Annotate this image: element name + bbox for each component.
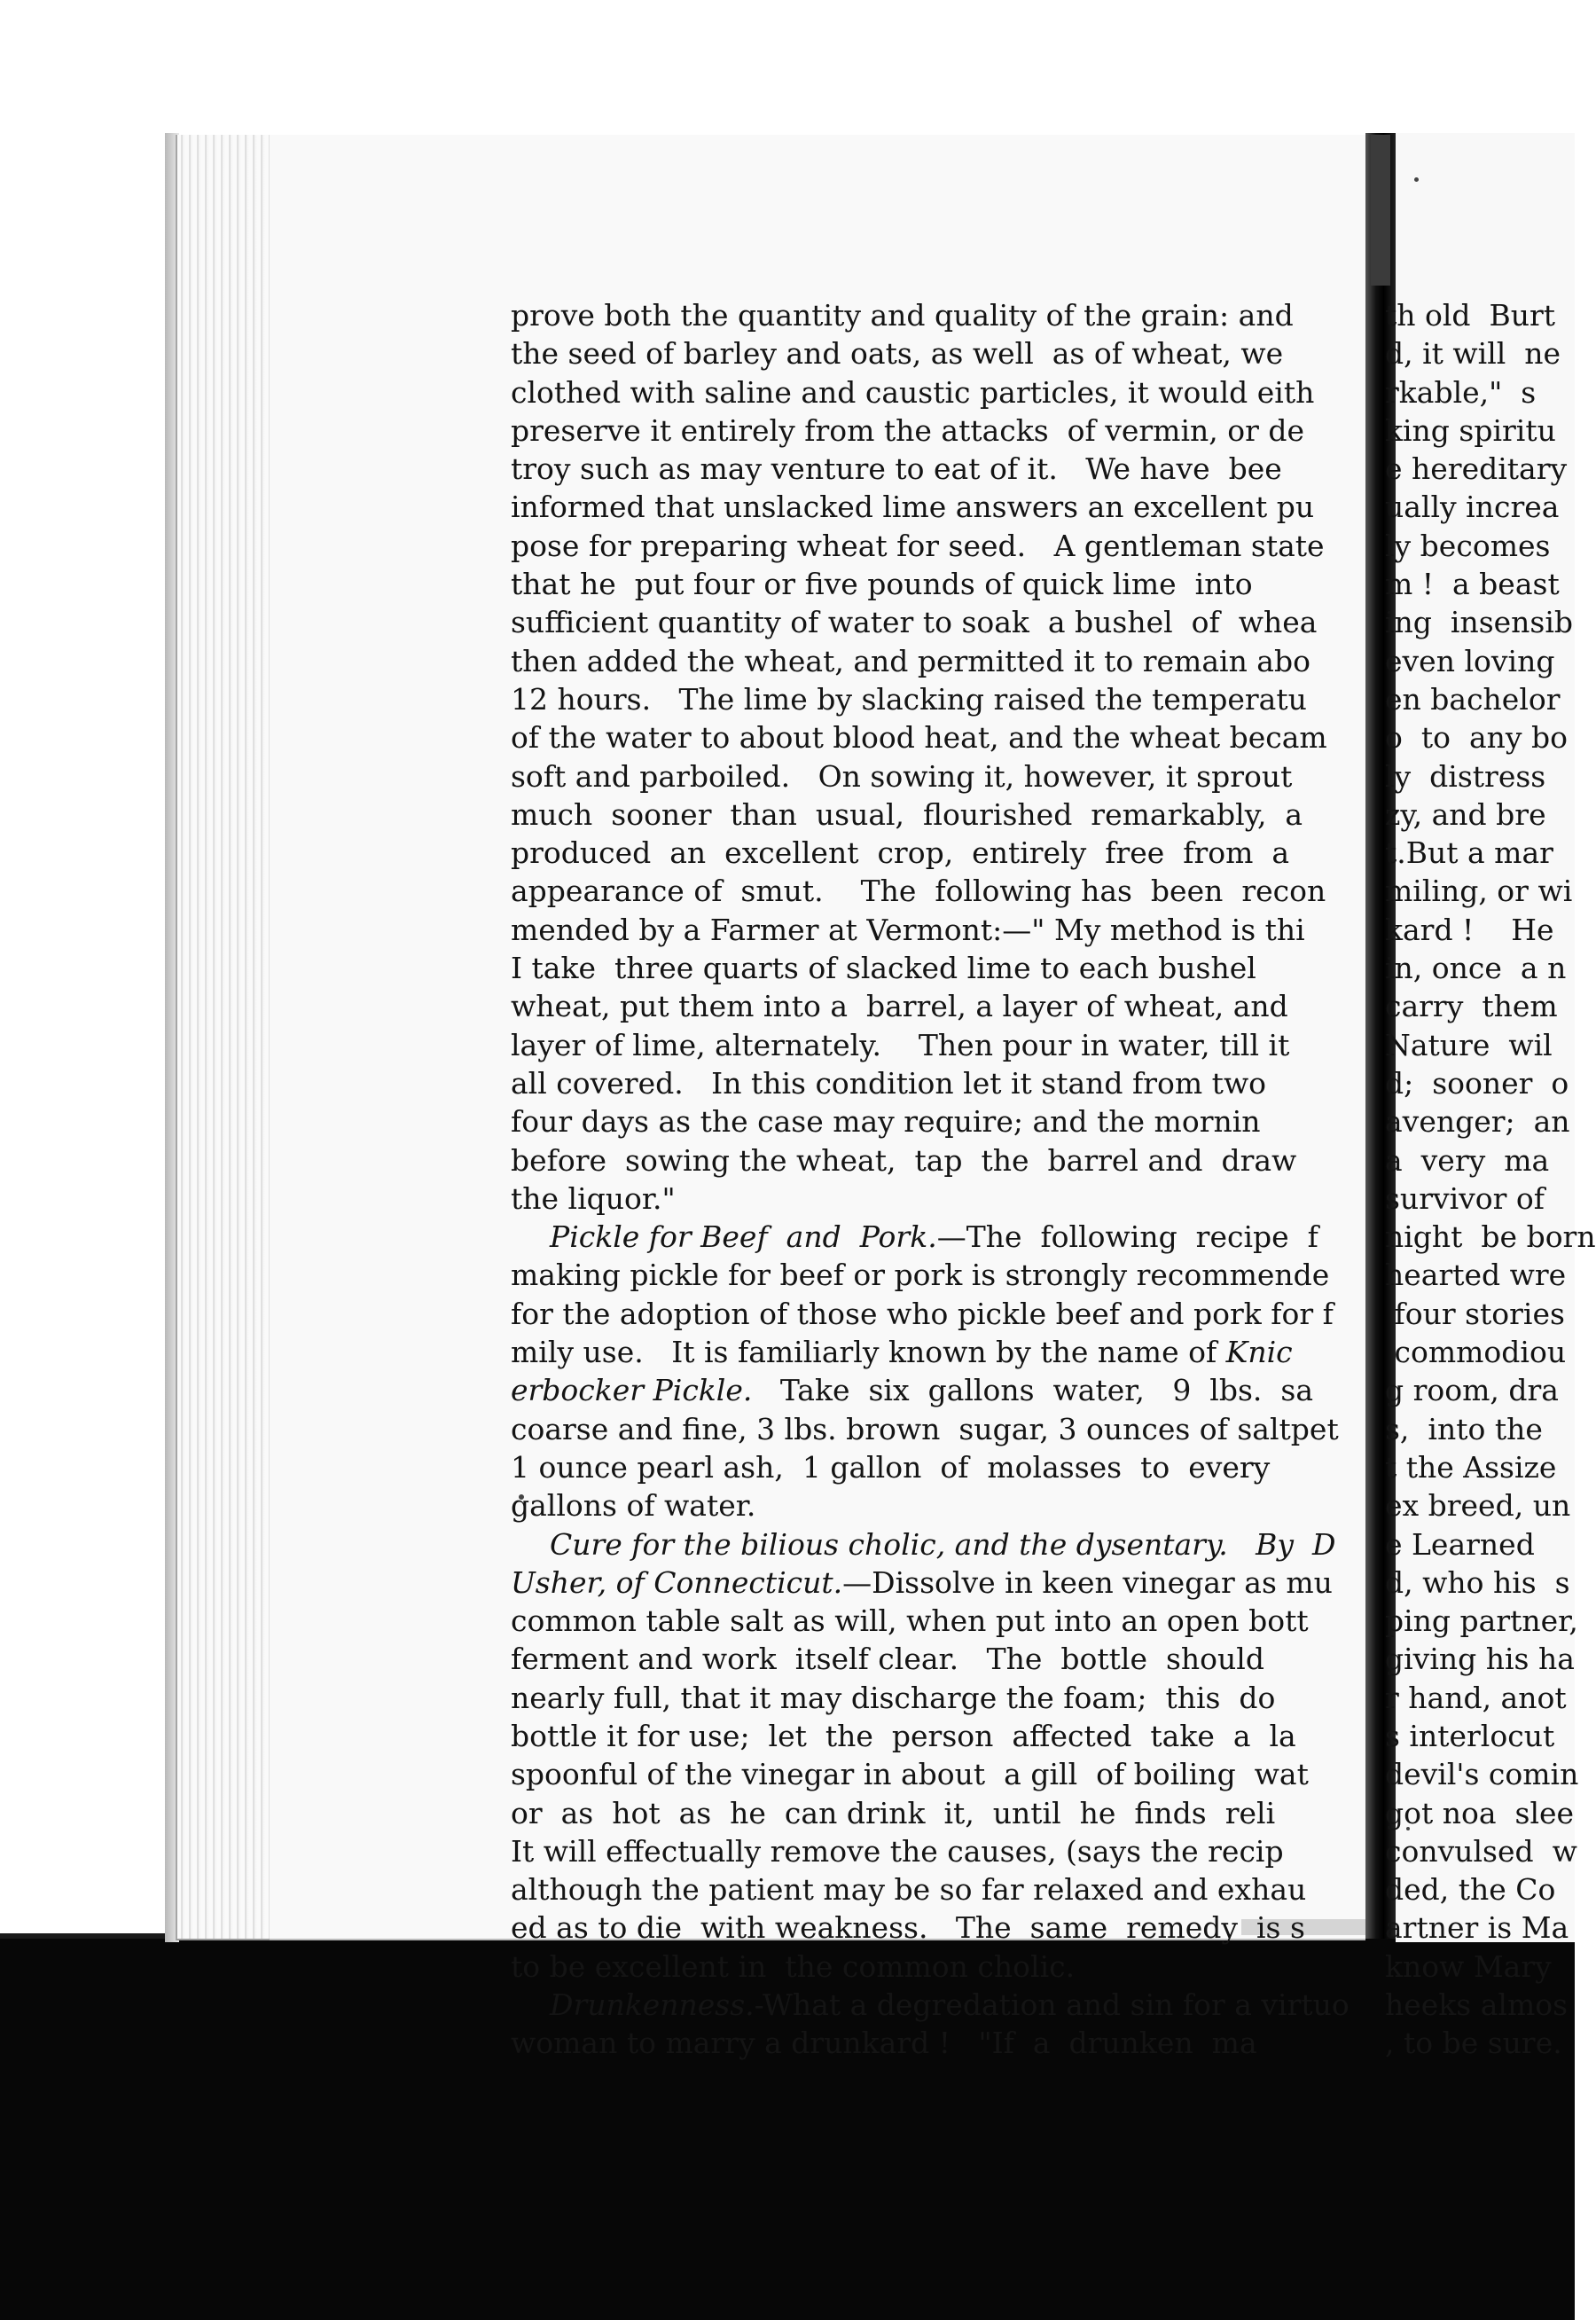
text-line: in, once a n: [1385, 951, 1567, 986]
line-text: before sowing the wheat, tap the barrel and draw: [511, 1142, 1297, 1178]
text-line: [511, 872, 1365, 910]
line-text: of the water to about blood heat, and the wheat becam: [511, 720, 1327, 756]
gutter-shadow: [1371, 135, 1390, 286]
text-line: even loving: [1385, 643, 1555, 678]
line-text: ed as to die with weakness. The same remedy is s: [511, 1910, 1305, 1946]
italic-heading: Pickle for Beef and Pork.: [550, 1219, 937, 1255]
text-line: [511, 911, 1365, 949]
text-line: [511, 1026, 1365, 1064]
page-stack-edges: [176, 135, 270, 1940]
line-text: 12 hours. The lime by slacking raised the temperatu: [511, 681, 1307, 717]
text-line: ing insensib: [1385, 605, 1574, 640]
line-text: coarse and fine, 3 lbs. brown sugar, 3 ounces of saltpet: [511, 1411, 1339, 1446]
text-line: s, into the: [1385, 1411, 1543, 1446]
line-text: I take three quarts of slacked lime to each bushel: [511, 951, 1256, 986]
line-text: It will effectually remove the causes, (says the recip: [511, 1833, 1284, 1869]
text-line: r hand, anot: [1385, 1680, 1567, 1715]
line-text: clothed with saline and caustic particles, it would eith: [511, 374, 1315, 410]
text-line: [511, 1410, 1365, 1448]
line-text: the seed of barley and oats, as well as of wheat, we: [511, 336, 1284, 372]
text-line: [511, 1064, 1365, 1102]
text-line: rkable," s: [1385, 374, 1537, 410]
text-line: ly distress: [1385, 758, 1546, 794]
italic-heading: Drunkenness.: [550, 1987, 755, 2023]
line-text: layer of lime, alternately. Then pour in water, till it: [511, 1027, 1290, 1062]
text-line: o to any bo: [1385, 720, 1569, 756]
text-line: ded, the Co: [1385, 1872, 1556, 1908]
text-line: [511, 1640, 1365, 1678]
line-text: produced an excellent crop, entirely free from a: [511, 835, 1290, 871]
line-text: 1 ounce pearl ash, 1 gallon of molasses to every: [511, 1449, 1271, 1485]
text-line: [511, 1180, 1365, 1218]
line-text: although the patient may be so far relaxed and exhau: [511, 1872, 1307, 1908]
text-line: carry them: [1385, 989, 1558, 1024]
left-page-text: [511, 296, 1365, 2061]
text-line: Nature wil: [1385, 1027, 1553, 1062]
text-line: giving his ha: [1385, 1642, 1575, 1677]
italic-heading: Usher, of Connecticut.: [511, 1564, 843, 1600]
text-line: heeks almos: [1385, 1987, 1569, 2023]
text-line: t the Assize: [1385, 1449, 1557, 1485]
text-line: ly becomes: [1385, 528, 1551, 563]
text-line: [511, 603, 1365, 641]
ink-speck: [1414, 177, 1419, 182]
line-text: common table salt as will, when put into an open bott: [511, 1603, 1309, 1639]
text-line: artner is Ma: [1385, 1910, 1569, 1946]
text-line: e Learned: [1385, 1526, 1535, 1562]
text-line: [511, 565, 1365, 603]
text-line: [511, 1679, 1365, 1717]
italic-text: Knic: [1225, 1335, 1293, 1370]
line-text: woman to marry a drunkard ! "If a drunken ma: [511, 2026, 1257, 2061]
line-text: troy such as may venture to eat of it. We have bee: [511, 451, 1282, 487]
line-text: ferment and work itself clear. The bottle should: [511, 1642, 1264, 1677]
text-line: know Mary: [1385, 1948, 1552, 1984]
text-line: [511, 527, 1365, 565]
text-line: [511, 1602, 1365, 1640]
text-line: [511, 1333, 1365, 1371]
text-line: [511, 1486, 1365, 1524]
text-line: d; sooner o: [1385, 1065, 1569, 1101]
text-line: [511, 1448, 1365, 1486]
text-line: en bachelor: [1385, 681, 1561, 717]
line-text: sufficient quantity of water to soak a bushel of whea: [511, 605, 1318, 640]
text-line: [511, 1141, 1365, 1180]
text-line: th old Burt: [1385, 298, 1556, 333]
text-line: [511, 1717, 1365, 1755]
text-line: [511, 987, 1365, 1025]
text-line: avenger; an: [1385, 1104, 1570, 1140]
line-text: four days as the case may require; and the mornin: [511, 1104, 1261, 1140]
line-text: for the adoption of those who pickle beef and pork for f: [511, 1296, 1334, 1331]
line-text: —The following recipe f: [936, 1219, 1318, 1255]
text-line: hearted wre: [1385, 1258, 1567, 1293]
line-text: -What a degredation and sin for a virtuo: [754, 1987, 1350, 2023]
line-text: wheat, put them into a barrel, a layer of wheat, and: [511, 989, 1288, 1024]
italic-heading: erbocker Pickle.: [511, 1373, 753, 1408]
line-text: mily use. It is familiarly known by the name of: [511, 1335, 1226, 1370]
line-text: gallons of water.: [511, 1488, 756, 1524]
text-line: [511, 450, 1365, 488]
text-line: [511, 1218, 1365, 1256]
line-text: nearly full, that it may discharge the foam; this do: [511, 1680, 1276, 1715]
line-text: —Dissolve in keen vinegar as mu: [842, 1564, 1333, 1600]
line-text: making pickle for beef or pork is strongly recommende: [511, 1258, 1330, 1293]
text-line: convulsed w: [1385, 1833, 1577, 1869]
line-text: bottle it for use; let the person affected take a la: [511, 1718, 1296, 1753]
text-line: d, who his s: [1385, 1564, 1570, 1600]
text-line: [511, 1564, 1365, 1602]
text-line: [511, 1948, 1365, 1986]
line-text: much sooner than usual, flourished remarkably, a: [511, 796, 1303, 832]
line-text: mended by a Farmer at Vermont:—" My method is thi: [511, 912, 1305, 947]
text-line: [511, 949, 1365, 987]
text-line: [511, 1525, 1365, 1564]
line-text: to be excellent in the common cholic.: [511, 1948, 1076, 1984]
text-line: d, it will ne: [1385, 336, 1561, 372]
text-line: [511, 1102, 1365, 1140]
text-line: miling, or wi: [1385, 874, 1573, 909]
text-line: [511, 488, 1365, 526]
line-text: Take six gallons water, 9 lbs. sa: [752, 1373, 1313, 1408]
text-line: commodiou: [1385, 1335, 1567, 1370]
text-line: four stories: [1385, 1296, 1565, 1331]
text-line: night be born: [1385, 1219, 1596, 1255]
text-line: ually increa: [1385, 490, 1560, 525]
text-line: [511, 1909, 1365, 1947]
text-line: ping partner,: [1385, 1603, 1578, 1639]
line-text: that he put four or five pounds of quick lime into: [511, 567, 1253, 602]
text-line: a very ma: [1385, 1142, 1550, 1178]
line-text: prove both the quantity and quality of the grain: and: [511, 298, 1294, 333]
line-text: pose for preparing wheat for seed. A gentleman state: [511, 528, 1325, 563]
text-line: , to be sure.: [1385, 2026, 1562, 2061]
text-line: m ! a beast: [1385, 567, 1560, 602]
text-line: [511, 1794, 1365, 1832]
text-line: zy, and bre: [1385, 796, 1546, 832]
text-line: devil's comin: [1385, 1757, 1579, 1792]
line-text: preserve it entirely from the attacks of vermin, or de: [511, 412, 1305, 448]
text-line: [511, 680, 1365, 718]
text-line: [511, 1870, 1365, 1909]
right-page-text: [1385, 296, 1596, 2061]
text-line: [511, 296, 1365, 334]
text-line: ex breed, un: [1385, 1488, 1571, 1524]
italic-heading: Cure for the bilious cholic, and the dysentary. By D: [550, 1526, 1336, 1562]
text-line: e hereditary: [1385, 451, 1568, 487]
text-line: s interlocut: [1385, 1718, 1555, 1753]
text-line: [511, 1832, 1365, 1870]
text-line: [511, 642, 1365, 680]
line-text: the liquor.": [511, 1180, 676, 1216]
text-line: [511, 1295, 1365, 1333]
text-line: [511, 334, 1365, 372]
text-line: [511, 757, 1365, 796]
text-line: kard ! He: [1385, 912, 1554, 947]
text-line: t.But a mar: [1385, 835, 1553, 871]
text-line: [511, 796, 1365, 834]
text-line: [511, 1371, 1365, 1409]
text-line: [511, 718, 1365, 756]
text-line: g room, dra: [1385, 1373, 1559, 1408]
line-text: then added the wheat, and permitted it to remain abo: [511, 643, 1310, 678]
text-line: [511, 411, 1365, 450]
line-text: appearance of smut. The following has been recon: [511, 874, 1326, 909]
text-line: [511, 1986, 1365, 2024]
line-text: soft and parboiled. On sowing it, however, it sprout: [511, 758, 1293, 794]
text-line: [511, 1256, 1365, 1294]
text-line: king spiritu: [1385, 412, 1556, 448]
text-line: [511, 373, 1365, 411]
text-line: [511, 834, 1365, 872]
text-line: survivor of: [1385, 1180, 1545, 1216]
line-text: all covered. In this condition let it stand from two: [511, 1065, 1267, 1101]
text-line: [511, 2024, 1365, 2062]
line-text: informed that unslacked lime answers an excellent pu: [511, 490, 1315, 525]
text-line: got noa slee: [1385, 1795, 1575, 1830]
line-text: spoonful of the vinegar in about a gill of boiling wat: [511, 1757, 1309, 1792]
line-text: or as hot as he can drink it, until he finds reli: [511, 1795, 1276, 1830]
text-line: [511, 1755, 1365, 1793]
